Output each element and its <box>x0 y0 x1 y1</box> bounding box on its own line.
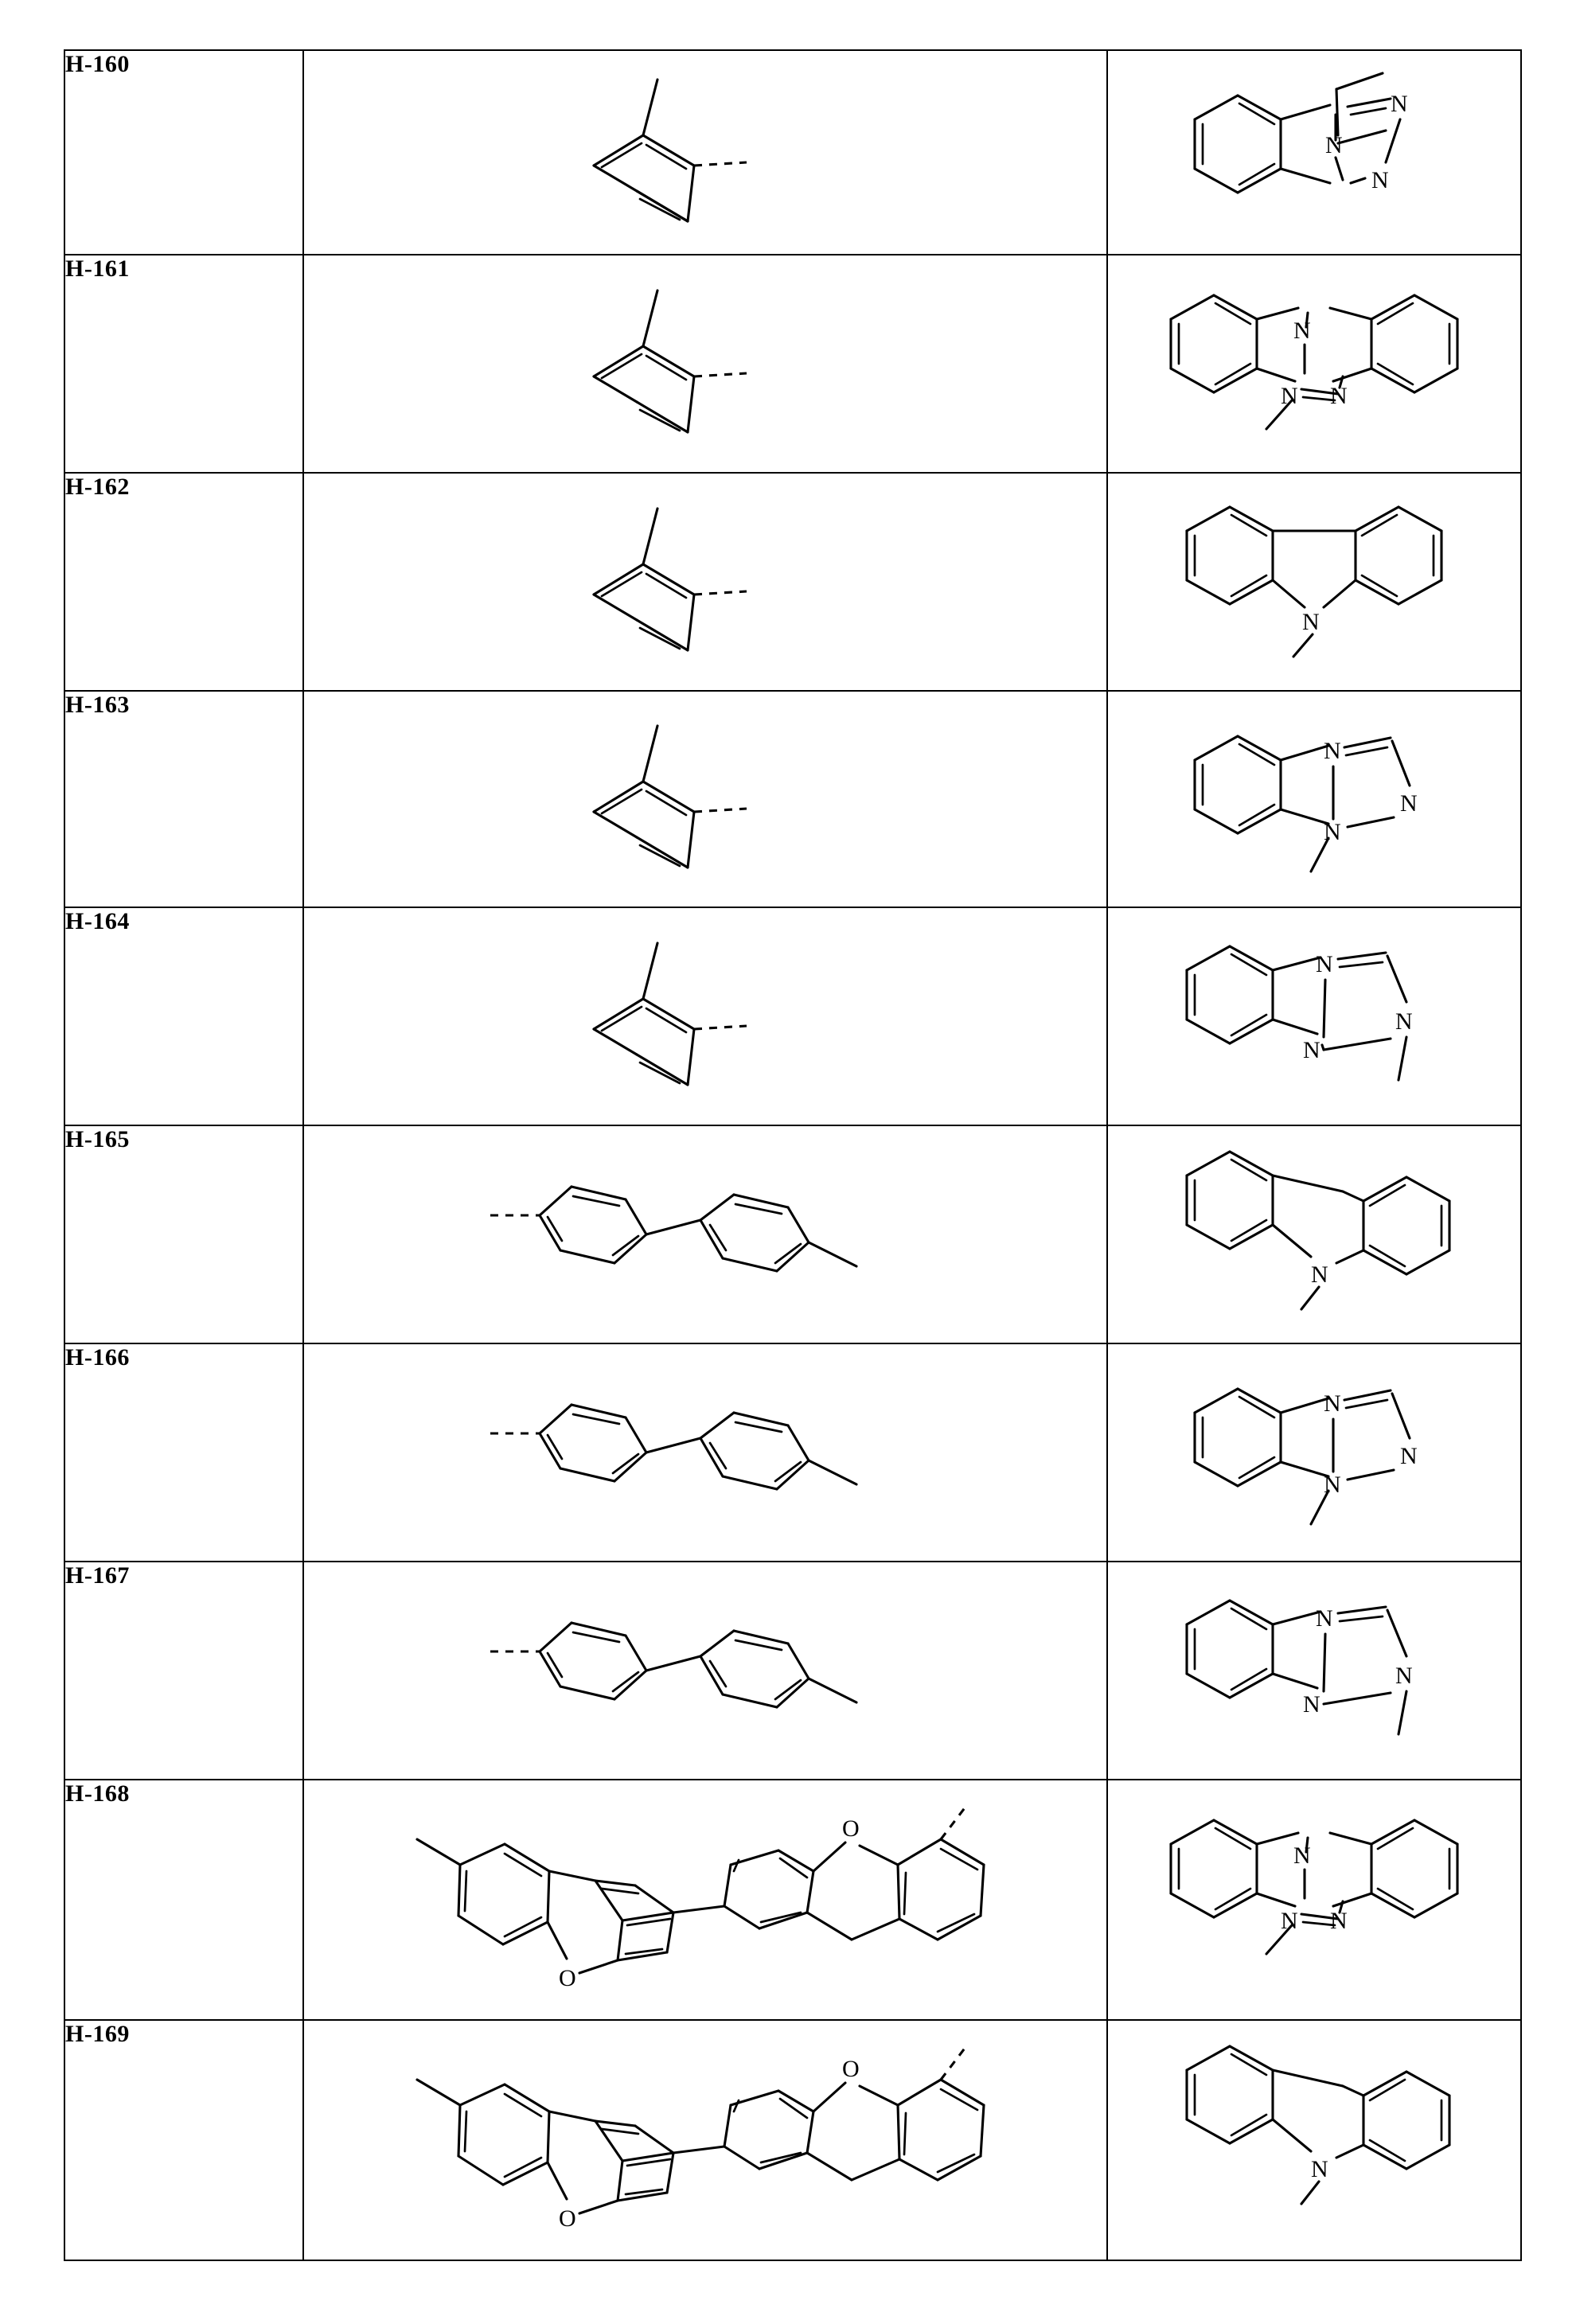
benzimidazo-imidazole-isomer-structure <box>1147 1562 1481 1753</box>
left-structure-cell <box>303 691 1107 907</box>
dibenzo-triazolo-structure <box>1139 1780 1489 1971</box>
atom-label-n: N <box>1281 383 1298 409</box>
atom-label-o: O <box>842 2056 860 2082</box>
atom-label-n: N <box>1395 1008 1413 1035</box>
right-structure-cell <box>1107 50 1521 255</box>
atom-label-n: N <box>1324 1472 1341 1498</box>
atom-label-n: N <box>1330 383 1348 409</box>
right-structure-cell <box>1107 907 1521 1125</box>
atom-label-n: N <box>1330 1908 1348 1934</box>
carbazole-structure <box>1155 474 1473 657</box>
atom-label-n: N <box>1302 609 1320 635</box>
benzimidazo-imidazole-structure <box>1147 692 1481 875</box>
table-row <box>64 255 1521 473</box>
table-row <box>64 1780 1521 2020</box>
table-row <box>64 50 1521 255</box>
biphenyl-linker-structure <box>482 1583 928 1758</box>
dibenzo-triazolo-structure <box>1139 255 1489 446</box>
bis-dibenzofuran-structure <box>371 1788 1040 2011</box>
atom-label-n: N <box>1311 2156 1328 2182</box>
left-structure-cell <box>303 473 1107 691</box>
benzotriazolo-structure <box>1147 51 1481 234</box>
left-structure-cell <box>303 1780 1107 2020</box>
right-structure-cell <box>1107 255 1521 473</box>
atom-label-n: N <box>1281 1908 1298 1934</box>
left-structure-cell <box>303 1562 1107 1780</box>
atom-label-n: N <box>1391 91 1408 117</box>
compound-id: H-168 <box>64 1780 303 2020</box>
right-structure-cell <box>1107 1125 1521 1343</box>
compound-id: H-160 <box>64 50 303 255</box>
left-structure-cell <box>303 1343 1107 1562</box>
right-structure-cell <box>1107 2020 1521 2260</box>
toluene-linker-structure <box>538 929 872 1104</box>
compound-id: H-169 <box>64 2020 303 2260</box>
benzimidazo-imidazole-structure <box>1147 1344 1481 1527</box>
compound-id: H-163 <box>64 691 303 907</box>
table-row <box>64 1343 1521 1562</box>
compound-id: H-166 <box>64 1343 303 1562</box>
table-row <box>64 473 1521 691</box>
atom-label-n: N <box>1293 318 1311 344</box>
atom-label-n: N <box>1400 790 1418 817</box>
atom-label-n: N <box>1316 1605 1333 1632</box>
atom-label-n: N <box>1371 167 1389 193</box>
carbazole-structure <box>1155 2021 1473 2204</box>
compound-id: H-165 <box>64 1125 303 1343</box>
biphenyl-linker-structure <box>482 1147 928 1322</box>
table-row <box>64 907 1521 1125</box>
atom-label-n: N <box>1293 1842 1311 1869</box>
atom-label-n: N <box>1316 951 1333 977</box>
atom-label-n: N <box>1324 738 1341 764</box>
compound-id: H-167 <box>64 1562 303 1780</box>
structure-table <box>64 49 1522 2261</box>
atom-label-o: O <box>559 2205 576 2232</box>
toluene-linker-structure <box>538 276 872 451</box>
carbazole-structure <box>1155 1126 1473 1309</box>
right-structure-cell <box>1107 691 1521 907</box>
compound-id: H-161 <box>64 255 303 473</box>
atom-label-o: O <box>842 1815 860 1842</box>
left-structure-cell <box>303 50 1107 255</box>
right-structure-cell <box>1107 1780 1521 2020</box>
biphenyl-linker-structure <box>482 1365 928 1540</box>
atom-label-n: N <box>1303 1691 1320 1718</box>
atom-label-n: N <box>1395 1663 1413 1689</box>
atom-label-n: N <box>1325 132 1343 158</box>
right-structure-cell <box>1107 1562 1521 1780</box>
toluene-linker-structure <box>538 65 872 240</box>
atom-label-n: N <box>1311 1261 1328 1288</box>
right-structure-cell <box>1107 1343 1521 1562</box>
compound-id: H-162 <box>64 473 303 691</box>
left-structure-cell <box>303 907 1107 1125</box>
benzimidazo-imidazole-isomer-structure <box>1147 908 1481 1099</box>
table-row <box>64 1562 1521 1780</box>
left-structure-cell <box>303 255 1107 473</box>
compound-id: H-164 <box>64 907 303 1125</box>
bis-dibenzofuran-structure <box>371 2029 1040 2252</box>
table-row <box>64 2020 1521 2260</box>
table-row <box>64 1125 1521 1343</box>
atom-label-o: O <box>559 1965 576 1991</box>
toluene-linker-structure <box>538 712 872 887</box>
toluene-linker-structure <box>538 494 872 669</box>
left-structure-cell <box>303 2020 1107 2260</box>
atom-label-n: N <box>1303 1037 1320 1063</box>
table-row <box>64 691 1521 907</box>
atom-label-n: N <box>1400 1443 1418 1469</box>
left-structure-cell <box>303 1125 1107 1343</box>
atom-label-n: N <box>1324 819 1341 845</box>
atom-label-n: N <box>1324 1390 1341 1417</box>
right-structure-cell <box>1107 473 1521 691</box>
